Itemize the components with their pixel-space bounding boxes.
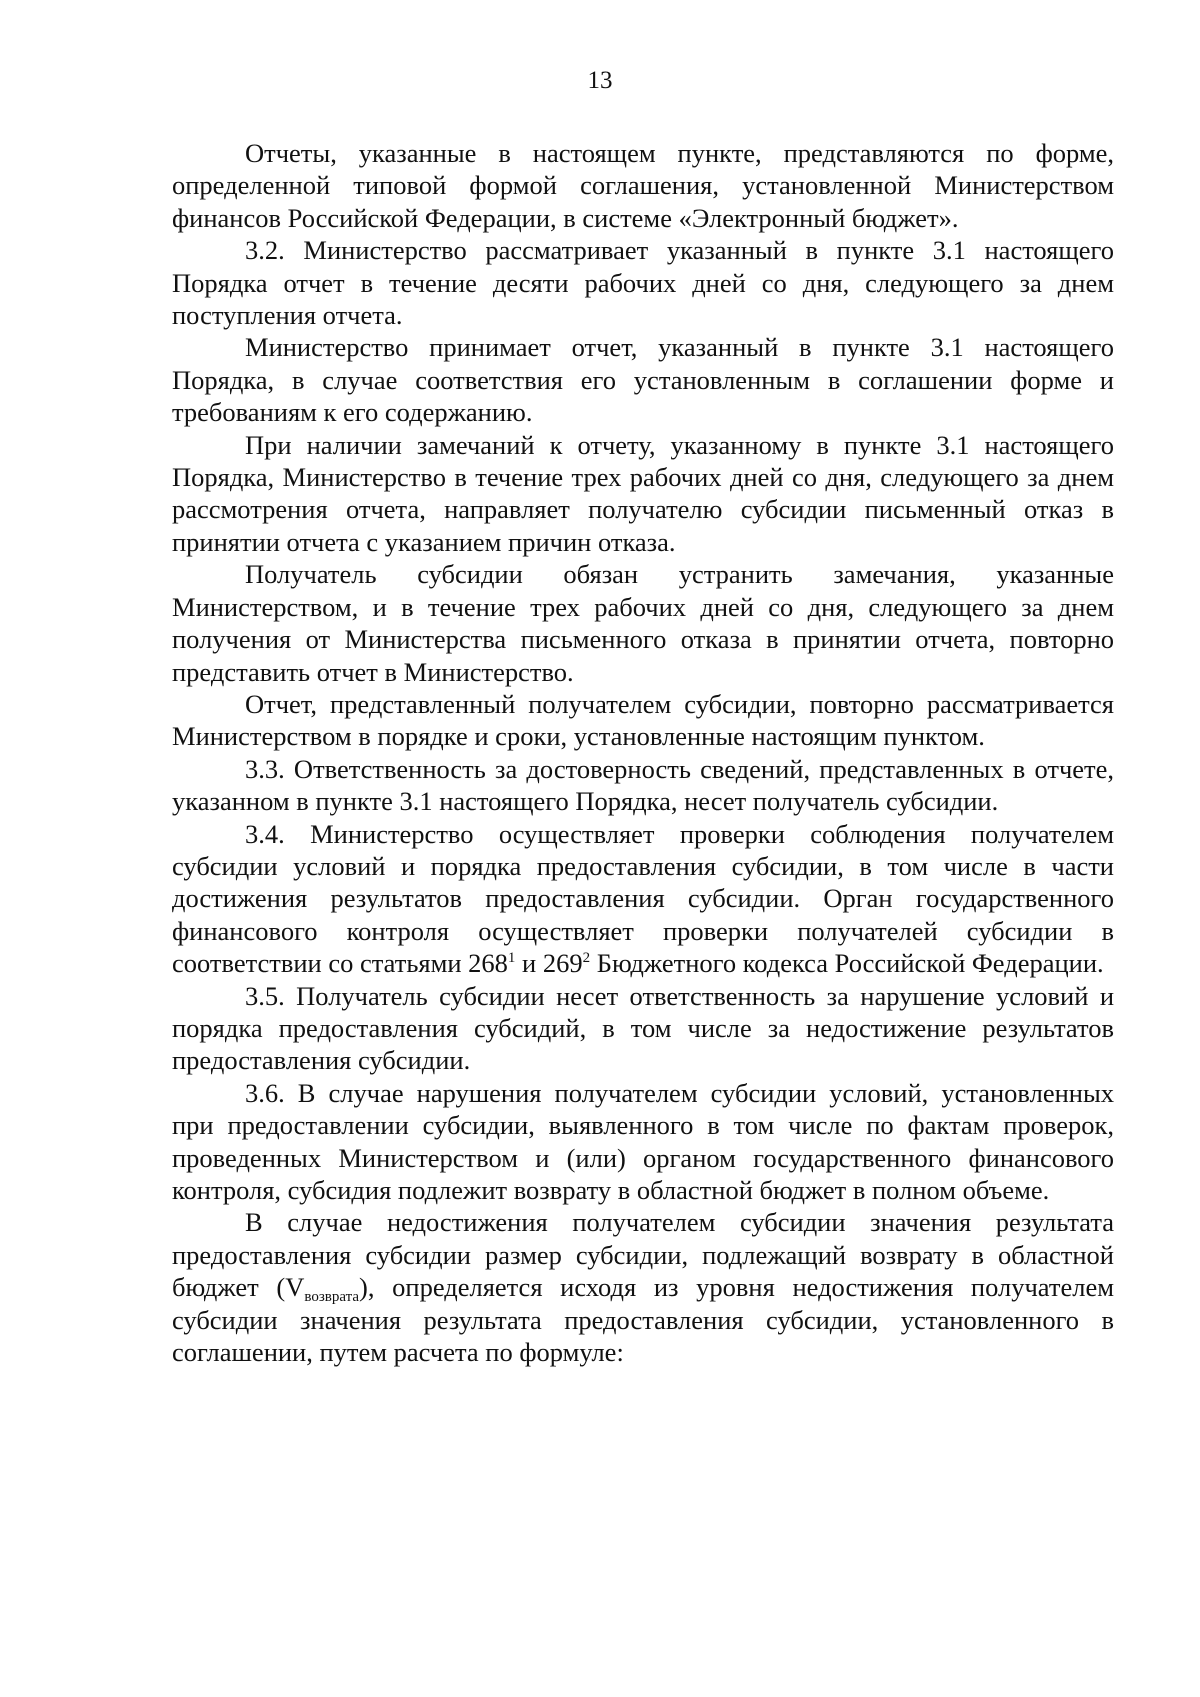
paragraph-resubmitted-report: Отчет, представленный получателем субсидии, повторно рассматривается Министерством в порядке и сроки, установленные настоящим пунктом. bbox=[172, 688, 1114, 752]
paragraph-3-4-text-c: Бюджетного кодекса Российской Федерации. bbox=[590, 948, 1104, 979]
paragraph-3-3: 3.3. Ответственность за достоверность сведений, представленных в отчете, указанном в пункте 3.1 настоящего Порядка, несет получатель субсидии. bbox=[172, 753, 1114, 817]
paragraph-3-4-text-b: и 269 bbox=[515, 948, 583, 979]
v-refund-subscript: возврата bbox=[304, 1289, 360, 1306]
paragraph-3-4-text-a: 3.4. Министерство осуществляет проверки соблюдения получателем субсидии условий и порядка предоставления субсидии, в том числе в части достижения результатов предоставления субсидии. Орган государственного финансового контроля осуществляет проверки получателей субсидии в соответствии со статьями 268 bbox=[172, 818, 1114, 979]
paragraph-report-acceptance: Министерство принимает отчет, указанный в пункте 3.1 настоящего Порядка, в случае соответствия его установленным в соглашении форме и требованиям к его содержанию. bbox=[172, 332, 1114, 428]
paragraph-3-4 bbox=[172, 818, 1114, 980]
paragraph-refund-text-b: ), определяется исходя из уровня недостижения получателем субсидии значения результата предоставления субсидии, установленного в соглашении, путем расчета по формуле: bbox=[172, 1272, 1114, 1368]
superscript-2: 2 bbox=[582, 950, 591, 967]
paragraph-3-6: 3.6. В случае нарушения получателем субсидии условий, установленных при предоставлении субсидии, выявленного в том числе по фактам проверок, проведенных Министерством и (или) органом государственного финансового контроля, субсидия подлежит возврату в областной бюджет в полном объеме. bbox=[172, 1077, 1114, 1205]
paragraph-3-5: 3.5. Получатель субсидии несет ответственность за нарушение условий и порядка предоставления субсидий, в том числе за недостижение результатов предоставления субсидии. bbox=[172, 980, 1114, 1076]
paragraph-remarks-correction: Получатель субсидии обязан устранить замечания, указанные Министерством, и в течение трех рабочих дней со дня, следующего за днем получения от Министерства письменного отказа в принятии отчета, повторно представить отчет в Министерство. bbox=[172, 559, 1114, 687]
document-body bbox=[172, 137, 1114, 1368]
page-number: 13 bbox=[587, 67, 613, 94]
paragraph-3-2: 3.2. Министерство рассматривает указанный в пункте 3.1 настоящего Порядка отчет в течение десяти рабочих дней со дня, следующего за днем поступления отчета. bbox=[172, 235, 1114, 331]
paragraph-report-form: Отчеты, указанные в настоящем пункте, представляются по форме, определенной типовой формой соглашения, установленной Министерством финансов Российской Федерации, в системе «Электронный бюджет». bbox=[172, 138, 1114, 233]
paragraph-report-remarks: При наличии замечаний к отчету, указанному в пункте 3.1 настоящего Порядка, Министерство в течение трех рабочих дней со дня, следующего за днем рассмотрения отчета, направляет получателю субсидии письменный отказ в принятии отчета с указанием причин отказа. bbox=[172, 429, 1114, 557]
paragraph-refund-formula bbox=[172, 1206, 1114, 1368]
superscript-1: 1 bbox=[507, 950, 516, 967]
paragraph-refund-text-a: В случае недостижения получателем субсидии значения результата предоставления субсидии размер субсидии, подлежащий возврату в областной бюджет (V bbox=[172, 1207, 1114, 1303]
